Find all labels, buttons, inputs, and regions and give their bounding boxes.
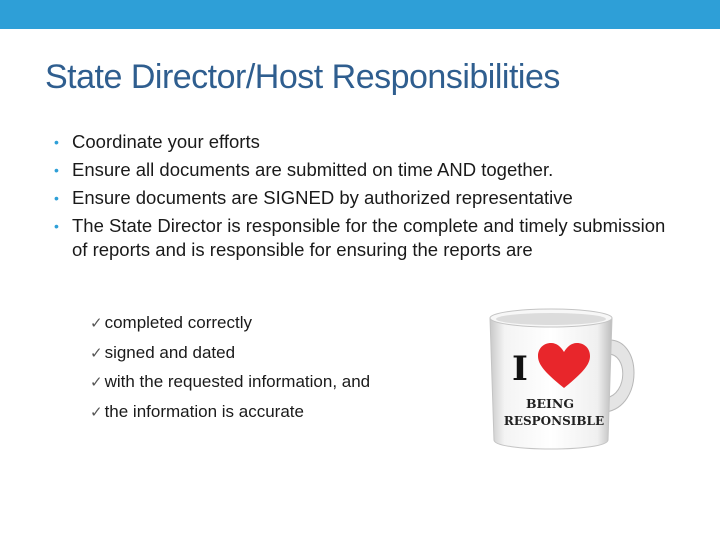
bullet-text: Ensure documents are SIGNED by authorized representative bbox=[72, 187, 573, 208]
bullet-dot-icon: • bbox=[54, 134, 59, 150]
checklist-text: signed and dated bbox=[104, 342, 236, 362]
checklist-text: with the requested information, and bbox=[104, 372, 371, 391]
bullet-list bbox=[54, 130, 674, 266]
mug-text-responsible: RESPONSIBLE bbox=[503, 414, 605, 428]
slide-title: State Director/Host Responsibilities bbox=[45, 58, 560, 96]
checklist-text: the information is accurate bbox=[104, 401, 304, 421]
checklist-item bbox=[90, 368, 450, 398]
checklist-item bbox=[90, 398, 450, 428]
checkmark-icon: ✓ bbox=[90, 374, 103, 391]
bullet-item bbox=[54, 130, 674, 154]
checklist-text: completed correctly bbox=[104, 313, 252, 332]
bullet-item bbox=[54, 158, 674, 182]
bullet-text: Ensure all documents are submitted on time AND together. bbox=[72, 159, 554, 180]
bullet-item bbox=[54, 186, 674, 210]
checkmark-icon: ✓ bbox=[90, 403, 103, 421]
bullet-dot-icon: • bbox=[54, 162, 59, 178]
mug-text-being: BEING bbox=[525, 396, 575, 411]
bullet-text: The State Director is responsible for the complete and timely submission of reports and is responsible for ensuring the reports are bbox=[72, 215, 666, 260]
top-accent-bar bbox=[0, 0, 720, 29]
checklist bbox=[90, 309, 450, 427]
checklist-item bbox=[90, 339, 450, 369]
bullet-item bbox=[54, 214, 674, 262]
mug-letter: I bbox=[512, 349, 528, 389]
bullet-text: Coordinate your efforts bbox=[72, 131, 260, 152]
bullet-dot-icon: • bbox=[54, 218, 59, 234]
bullet-dot-icon: • bbox=[54, 190, 59, 206]
mug-illustration bbox=[466, 298, 646, 463]
checkmark-icon: ✓ bbox=[90, 315, 103, 332]
checkmark-icon: ✓ bbox=[90, 344, 103, 362]
checklist-item bbox=[90, 309, 450, 339]
mug-image bbox=[466, 298, 646, 463]
